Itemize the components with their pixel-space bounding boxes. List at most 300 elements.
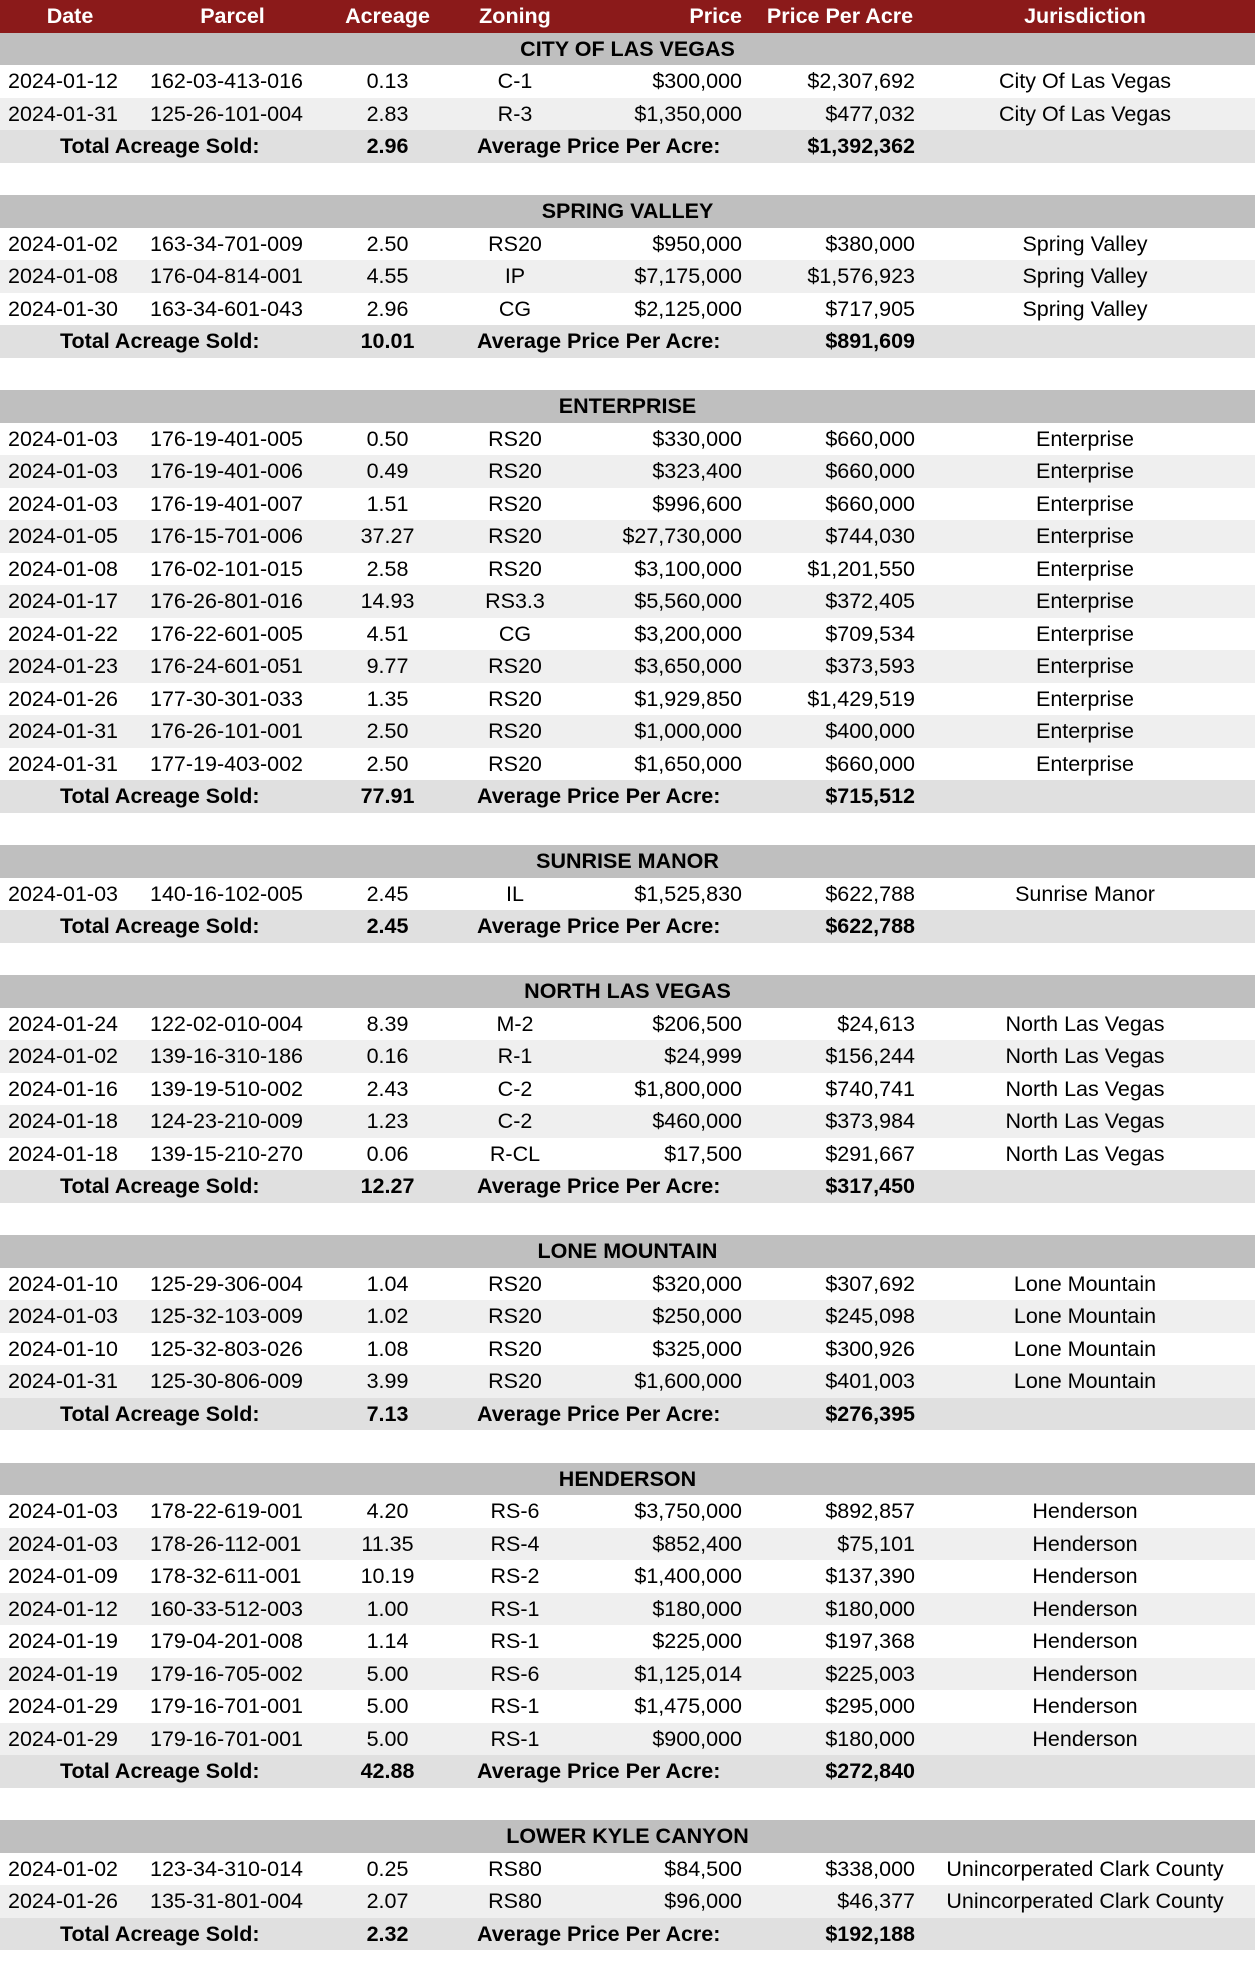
acreage-cell: 5.00 — [366, 1661, 409, 1686]
price-cell: $323,400 — [652, 459, 742, 483]
table-row[interactable] — [0, 1885, 1255, 1918]
date-cell: 2024-01-22 — [8, 621, 118, 646]
header-date[interactable]: Date — [46, 4, 94, 28]
acreage-cell: 8.39 — [366, 1011, 409, 1036]
price-per-acre-cell: $744,030 — [825, 524, 915, 548]
jurisdiction-cell: Lone Mountain — [1013, 1369, 1157, 1393]
price-per-acre-cell: $709,534 — [825, 621, 915, 646]
average-price-label: Average Price Per Acre: — [477, 1174, 721, 1198]
section-title: LOWER KYLE CANYON — [506, 1824, 749, 1848]
jurisdiction-cell: Henderson — [1032, 1531, 1138, 1556]
parcel-cell: 139-16-310-186 — [150, 1044, 304, 1068]
date-cell: 2024-01-16 — [8, 1076, 118, 1101]
price-cell: $84,500 — [664, 1856, 742, 1881]
parcel-cell: 125-32-803-026 — [150, 1336, 304, 1361]
acreage-cell: 4.51 — [366, 621, 409, 646]
jurisdiction-cell: Enterprise — [1036, 621, 1134, 646]
total-row — [0, 780, 1255, 813]
date-cell: 2024-01-12 — [8, 69, 118, 93]
jurisdiction-cell: Unincorperated Clark County — [946, 1856, 1224, 1881]
price-per-acre-cell: $740,741 — [825, 1076, 915, 1101]
parcel-cell: 140-16-102-005 — [150, 881, 304, 906]
acreage-cell: 1.00 — [366, 1596, 409, 1621]
parcel-cell: 124-23-210-009 — [150, 1109, 304, 1133]
date-cell: 2024-01-08 — [8, 556, 118, 581]
table-row[interactable] — [0, 553, 1255, 586]
table-row[interactable] — [0, 1138, 1255, 1171]
acreage-cell: 1.35 — [366, 686, 409, 711]
table-row[interactable] — [0, 1040, 1255, 1073]
jurisdiction-cell: Henderson — [1032, 1499, 1138, 1523]
acreage-cell: 2.96 — [366, 296, 409, 321]
date-cell: 2024-01-03 — [8, 426, 118, 451]
zoning-cell: IL — [506, 881, 524, 906]
header-row — [0, 0, 1255, 33]
price-cell: $1,600,000 — [634, 1369, 742, 1393]
zoning-cell: RS-6 — [490, 1499, 540, 1523]
jurisdiction-cell: Lone Mountain — [1013, 1304, 1157, 1328]
parcel-cell: 176-02-101-015 — [150, 556, 304, 581]
price-per-acre-cell: $156,244 — [825, 1044, 915, 1068]
table-row[interactable] — [0, 1723, 1255, 1756]
price-cell: $3,200,000 — [634, 621, 742, 646]
price-cell: $900,000 — [652, 1726, 742, 1751]
price-per-acre-cell: $373,593 — [825, 654, 915, 678]
zoning-cell: RS20 — [488, 719, 542, 743]
section-header — [0, 1463, 1255, 1496]
price-cell: $250,000 — [652, 1304, 742, 1328]
total-row — [0, 130, 1255, 163]
header-parcel[interactable]: Parcel — [200, 4, 265, 28]
price-per-acre-cell: $180,000 — [825, 1726, 915, 1751]
header-zoning[interactable]: Zoning — [479, 4, 551, 28]
table-row[interactable] — [0, 98, 1255, 131]
section-title: LONE MOUNTAIN — [537, 1239, 718, 1263]
price-cell: $320,000 — [652, 1271, 742, 1296]
table-row[interactable] — [0, 1690, 1255, 1723]
price-per-acre-cell: $717,905 — [825, 296, 915, 321]
header-acreage[interactable]: Acreage — [345, 4, 430, 28]
price-cell: $1,475,000 — [634, 1694, 742, 1718]
table-row[interactable] — [0, 748, 1255, 781]
jurisdiction-cell: City Of Las Vegas — [998, 101, 1172, 126]
date-cell: 2024-01-31 — [8, 1369, 118, 1393]
price-per-acre-cell: $75,101 — [837, 1531, 915, 1556]
jurisdiction-cell: Enterprise — [1036, 459, 1134, 483]
parcel-cell: 179-16-701-001 — [150, 1694, 304, 1718]
zoning-cell: RS20 — [488, 1369, 542, 1393]
average-price-label: Average Price Per Acre: — [477, 784, 721, 808]
table-row[interactable] — [0, 650, 1255, 683]
acreage-cell: 2.50 — [366, 231, 409, 256]
zoning-cell: RS-1 — [490, 1629, 540, 1653]
section-header — [0, 1820, 1255, 1853]
date-cell: 2024-01-03 — [8, 1304, 118, 1328]
parcel-cell: 178-26-112-001 — [150, 1531, 302, 1556]
price-cell: $27,730,000 — [622, 524, 742, 548]
price-per-acre-cell: $401,003 — [825, 1369, 915, 1393]
acreage-cell: 10.19 — [360, 1564, 415, 1588]
parcel-cell: 125-30-806-009 — [150, 1369, 304, 1393]
total-row — [0, 1918, 1255, 1951]
price-per-acre-cell: $225,003 — [825, 1661, 915, 1686]
section-header — [0, 33, 1255, 66]
price-cell: $5,560,000 — [634, 589, 742, 613]
date-cell: 2024-01-08 — [8, 264, 118, 288]
table-row[interactable] — [0, 683, 1255, 716]
header-price[interactable]: Price — [689, 4, 742, 28]
zoning-cell: RS20 — [488, 524, 542, 548]
price-per-acre-cell: $660,000 — [825, 426, 915, 451]
total-acreage-value: 7.13 — [366, 1401, 409, 1426]
total-acreage-label: Total Acreage Sold: — [60, 329, 260, 353]
date-cell: 2024-01-12 — [8, 1596, 118, 1621]
table-row[interactable] — [0, 878, 1255, 911]
price-cell: $950,000 — [652, 231, 742, 256]
zoning-cell: RS20 — [488, 1336, 542, 1361]
jurisdiction-cell: Henderson — [1032, 1694, 1138, 1718]
total-row — [0, 1398, 1255, 1431]
parcel-cell: 163-34-601-043 — [150, 296, 304, 321]
price-cell: $206,500 — [652, 1011, 742, 1036]
parcel-cell: 176-24-601-051 — [150, 654, 304, 678]
date-cell: 2024-01-03 — [8, 1531, 118, 1556]
price-cell: $96,000 — [664, 1889, 742, 1913]
parcel-cell: 179-04-201-008 — [150, 1629, 304, 1653]
price-cell: $7,175,000 — [634, 264, 742, 288]
table-row[interactable] — [0, 1300, 1255, 1333]
price-per-acre-cell: $380,000 — [825, 231, 915, 256]
acreage-cell: 5.00 — [366, 1726, 409, 1751]
date-cell: 2024-01-18 — [8, 1109, 118, 1133]
date-cell: 2024-01-18 — [8, 1141, 118, 1166]
zoning-cell: RS-2 — [490, 1564, 540, 1588]
date-cell: 2024-01-24 — [8, 1011, 118, 1036]
parcel-cell: 176-04-814-001 — [150, 264, 304, 288]
average-price-value: $622,788 — [825, 914, 915, 938]
section-title: NORTH LAS VEGAS — [524, 979, 731, 1003]
date-cell: 2024-01-31 — [8, 719, 118, 743]
date-cell: 2024-01-19 — [8, 1661, 118, 1686]
jurisdiction-cell: Spring Valley — [1022, 296, 1148, 321]
average-price-label: Average Price Per Acre: — [477, 1401, 721, 1426]
jurisdiction-cell: North Las Vegas — [1005, 1141, 1165, 1166]
zoning-cell: RS-4 — [490, 1531, 540, 1556]
zoning-cell: RS20 — [488, 459, 542, 483]
total-acreage-value: 42.88 — [360, 1759, 415, 1783]
zoning-cell: RS20 — [488, 556, 542, 581]
table-row[interactable] — [0, 293, 1255, 326]
total-acreage-value: 77.91 — [360, 784, 415, 808]
table-row[interactable] — [0, 488, 1255, 521]
price-per-acre-cell: $2,307,692 — [807, 69, 915, 93]
table-row[interactable] — [0, 65, 1255, 98]
table-row[interactable] — [0, 455, 1255, 488]
jurisdiction-cell: Enterprise — [1036, 556, 1134, 581]
jurisdiction-cell: Enterprise — [1036, 524, 1134, 548]
spacer-row — [0, 163, 1255, 196]
acreage-cell: 11.35 — [361, 1531, 414, 1556]
zoning-cell: RS20 — [488, 231, 542, 256]
price-cell: $325,000 — [652, 1336, 742, 1361]
price-per-acre-cell: $400,000 — [825, 719, 915, 743]
table-row[interactable] — [0, 715, 1255, 748]
zoning-cell: RS-1 — [490, 1726, 540, 1751]
jurisdiction-cell: Lone Mountain — [1013, 1336, 1157, 1361]
acreage-cell: 1.02 — [366, 1304, 409, 1328]
table-row[interactable] — [0, 1365, 1255, 1398]
parcel-cell: 178-22-619-001 — [150, 1499, 304, 1523]
jurisdiction-cell: Unincorperated Clark County — [946, 1889, 1224, 1913]
average-price-value: $891,609 — [825, 329, 915, 353]
zoning-cell: RS3.3 — [485, 589, 545, 613]
jurisdiction-cell: Enterprise — [1036, 751, 1134, 776]
jurisdiction-cell: Spring Valley — [1022, 231, 1148, 256]
spacer-row — [0, 813, 1255, 846]
date-cell: 2024-01-03 — [8, 491, 118, 516]
parcel-cell: 125-26-101-004 — [150, 101, 304, 126]
table-row[interactable] — [0, 1495, 1255, 1528]
total-acreage-label: Total Acreage Sold: — [60, 1401, 260, 1426]
acreage-cell: 0.49 — [366, 459, 409, 483]
zoning-cell: RS20 — [488, 1271, 542, 1296]
parcel-cell: 176-26-801-016 — [150, 589, 304, 613]
price-cell: $996,600 — [652, 491, 742, 516]
jurisdiction-cell: Sunrise Manor — [1015, 881, 1155, 906]
table-row[interactable] — [0, 1658, 1255, 1691]
price-cell: $17,500 — [664, 1141, 742, 1166]
date-cell: 2024-01-30 — [8, 296, 118, 321]
zoning-cell: RS80 — [488, 1889, 542, 1913]
price-per-acre-cell: $1,576,923 — [807, 264, 915, 288]
acreage-cell: 4.55 — [366, 264, 409, 288]
table-row[interactable] — [0, 1625, 1255, 1658]
acreage-cell: 37.27 — [360, 524, 415, 548]
acreage-cell: 5.00 — [366, 1694, 409, 1718]
zoning-cell: R-CL — [489, 1141, 541, 1166]
date-cell: 2024-01-03 — [8, 459, 118, 483]
section-title: CITY OF LAS VEGAS — [520, 36, 735, 61]
parcel-cell: 176-15-701-006 — [150, 524, 304, 548]
date-cell: 2024-01-09 — [8, 1564, 118, 1588]
table-row[interactable] — [0, 520, 1255, 553]
table-row[interactable] — [0, 1268, 1255, 1301]
jurisdiction-cell: Enterprise — [1036, 719, 1134, 743]
total-acreage-value: 2.32 — [366, 1921, 409, 1946]
table-row[interactable] — [0, 1073, 1255, 1106]
total-row — [0, 1755, 1255, 1788]
table-row[interactable] — [0, 228, 1255, 261]
acreage-cell: 0.16 — [366, 1044, 409, 1068]
average-price-label: Average Price Per Acre: — [477, 914, 721, 938]
acreage-cell: 1.51 — [366, 491, 409, 516]
average-price-value: $192,188 — [825, 1921, 915, 1946]
date-cell: 2024-01-02 — [8, 1856, 118, 1881]
total-acreage-label: Total Acreage Sold: — [60, 1921, 260, 1946]
zoning-cell: RS20 — [488, 686, 542, 711]
parcel-cell: 122-02-010-004 — [150, 1011, 304, 1036]
price-per-acre-cell: $660,000 — [825, 491, 915, 516]
zoning-cell: RS20 — [488, 1304, 542, 1328]
acreage-cell: 4.20 — [366, 1499, 409, 1523]
price-cell: $2,125,000 — [634, 296, 742, 321]
zoning-cell: RS20 — [488, 751, 542, 776]
acreage-cell: 3.99 — [366, 1369, 409, 1393]
price-cell: $1,350,000 — [634, 101, 742, 126]
price-cell: $1,650,000 — [634, 751, 742, 776]
total-acreage-label: Total Acreage Sold: — [60, 134, 260, 158]
average-price-label: Average Price Per Acre: — [477, 1921, 721, 1946]
total-row — [0, 910, 1255, 943]
header-price-per-acre[interactable]: Price Per Acre — [766, 4, 914, 28]
section-header — [0, 975, 1255, 1008]
spacer-row — [0, 1203, 1255, 1236]
parcel-cell: 162-03-413-016 — [150, 69, 304, 93]
average-price-value: $1,392,362 — [807, 134, 915, 158]
table-row[interactable] — [0, 1333, 1255, 1366]
zoning-cell: M-2 — [496, 1011, 534, 1036]
table-row[interactable] — [0, 1560, 1255, 1593]
jurisdiction-cell: Henderson — [1032, 1629, 1138, 1653]
table-row[interactable] — [0, 1593, 1255, 1626]
acreage-cell: 1.14 — [366, 1629, 409, 1653]
total-acreage-label: Total Acreage Sold: — [60, 1174, 260, 1198]
date-cell: 2024-01-03 — [8, 881, 118, 906]
date-cell: 2024-01-02 — [8, 231, 118, 256]
price-per-acre-cell: $300,926 — [825, 1336, 915, 1361]
parcel-cell: 176-22-601-005 — [150, 621, 304, 646]
zoning-cell: IP — [504, 264, 526, 288]
parcel-cell: 160-33-512-003 — [150, 1596, 304, 1621]
zoning-cell: RS-1 — [490, 1596, 540, 1621]
date-cell: 2024-01-31 — [8, 751, 118, 776]
parcel-cell: 163-34-701-009 — [150, 231, 304, 256]
price-cell: $3,750,000 — [634, 1499, 742, 1523]
zoning-cell: RS80 — [488, 1856, 542, 1881]
price-cell: $1,800,000 — [634, 1076, 742, 1101]
price-cell: $1,929,850 — [634, 686, 742, 711]
jurisdiction-cell: Enterprise — [1036, 491, 1134, 516]
total-acreage-label: Total Acreage Sold: — [60, 784, 260, 808]
total-acreage-value: 12.27 — [360, 1174, 415, 1198]
date-cell: 2024-01-19 — [8, 1629, 118, 1653]
zoning-cell: R-3 — [497, 101, 533, 126]
price-cell: $3,100,000 — [634, 556, 742, 581]
spacer-row — [0, 1788, 1255, 1821]
jurisdiction-cell: Enterprise — [1036, 654, 1134, 678]
spacer-row — [0, 943, 1255, 976]
acreage-cell: 9.77 — [366, 654, 409, 678]
parcel-cell: 179-16-701-001 — [150, 1726, 304, 1751]
jurisdiction-cell: Enterprise — [1036, 686, 1134, 711]
price-per-acre-cell: $477,032 — [825, 101, 915, 126]
spacer-row — [0, 1430, 1255, 1463]
jurisdiction-cell: Henderson — [1032, 1596, 1138, 1621]
jurisdiction-cell: North Las Vegas — [1005, 1076, 1165, 1101]
price-per-acre-cell: $307,692 — [825, 1271, 915, 1296]
parcel-cell: 139-15-210-270 — [150, 1141, 304, 1166]
date-cell: 2024-01-10 — [8, 1336, 118, 1361]
total-acreage-value: 10.01 — [360, 329, 415, 353]
jurisdiction-cell: North Las Vegas — [1005, 1011, 1165, 1036]
acreage-cell: 0.13 — [366, 69, 409, 93]
average-price-value: $272,840 — [825, 1759, 915, 1783]
table-row[interactable] — [0, 585, 1255, 618]
jurisdiction-cell: City Of Las Vegas — [998, 69, 1172, 93]
zoning-cell: C-1 — [497, 69, 533, 93]
parcel-cell: 125-29-306-004 — [150, 1271, 304, 1296]
date-cell: 2024-01-17 — [8, 589, 118, 613]
zoning-cell: RS20 — [488, 654, 542, 678]
parcel-cell: 178-32-611-001 — [150, 1564, 302, 1588]
zoning-cell: RS-1 — [490, 1694, 540, 1718]
acreage-cell: 2.07 — [366, 1889, 409, 1913]
total-acreage-value: 2.45 — [366, 914, 409, 938]
acreage-cell: 14.93 — [360, 589, 415, 613]
date-cell: 2024-01-26 — [8, 686, 118, 711]
price-per-acre-cell: $245,098 — [825, 1304, 915, 1328]
price-per-acre-cell: $197,368 — [825, 1629, 915, 1653]
average-price-value: $276,395 — [825, 1401, 915, 1426]
date-cell: 2024-01-05 — [8, 524, 118, 548]
jurisdiction-cell: Enterprise — [1036, 426, 1134, 451]
date-cell: 2024-01-26 — [8, 1889, 118, 1913]
table-row[interactable] — [0, 1105, 1255, 1138]
acreage-cell: 0.50 — [366, 426, 409, 451]
parcel-cell: 125-32-103-009 — [150, 1304, 304, 1328]
header-jurisdiction[interactable]: Jurisdiction — [1024, 4, 1146, 28]
parcel-cell: 177-30-301-033 — [150, 686, 304, 711]
average-price-label: Average Price Per Acre: — [477, 329, 721, 353]
jurisdiction-cell: Henderson — [1032, 1661, 1138, 1686]
parcel-cell: 177-19-403-002 — [150, 751, 304, 776]
parcel-cell: 176-19-401-005 — [150, 426, 304, 451]
price-per-acre-cell: $660,000 — [825, 459, 915, 483]
table-row[interactable] — [0, 618, 1255, 651]
price-per-acre-cell: $291,667 — [825, 1141, 915, 1166]
date-cell: 2024-01-31 — [8, 101, 118, 126]
section-header — [0, 195, 1255, 228]
zoning-cell: RS20 — [488, 491, 542, 516]
acreage-cell: 2.83 — [366, 101, 409, 126]
table-row[interactable] — [0, 1528, 1255, 1561]
table-row[interactable] — [0, 423, 1255, 456]
acreage-cell: 1.23 — [366, 1109, 409, 1133]
date-cell: 2024-01-10 — [8, 1271, 118, 1296]
price-cell: $1,000,000 — [634, 719, 742, 743]
price-per-acre-cell: $24,613 — [837, 1011, 915, 1036]
price-cell: $1,400,000 — [634, 1564, 742, 1588]
spacer-row — [0, 358, 1255, 391]
price-per-acre-cell: $892,857 — [825, 1499, 915, 1523]
section-title: HENDERSON — [558, 1466, 697, 1491]
table-row[interactable] — [0, 1008, 1255, 1041]
acreage-cell: 1.08 — [366, 1336, 409, 1361]
total-row — [0, 1170, 1255, 1203]
table-row[interactable] — [0, 260, 1255, 293]
price-cell: $180,000 — [652, 1596, 742, 1621]
acreage-cell: 2.45 — [366, 881, 409, 906]
acreage-cell: 1.04 — [366, 1271, 409, 1296]
acreage-cell: 2.43 — [366, 1076, 409, 1101]
table-row[interactable] — [0, 1853, 1255, 1886]
acreage-cell: 0.25 — [366, 1856, 409, 1881]
parcel-cell: 176-19-401-007 — [150, 491, 304, 516]
zoning-cell: RS-6 — [490, 1661, 540, 1686]
section-header — [0, 390, 1255, 423]
price-cell: $852,400 — [652, 1531, 742, 1556]
jurisdiction-cell: North Las Vegas — [1005, 1044, 1165, 1068]
